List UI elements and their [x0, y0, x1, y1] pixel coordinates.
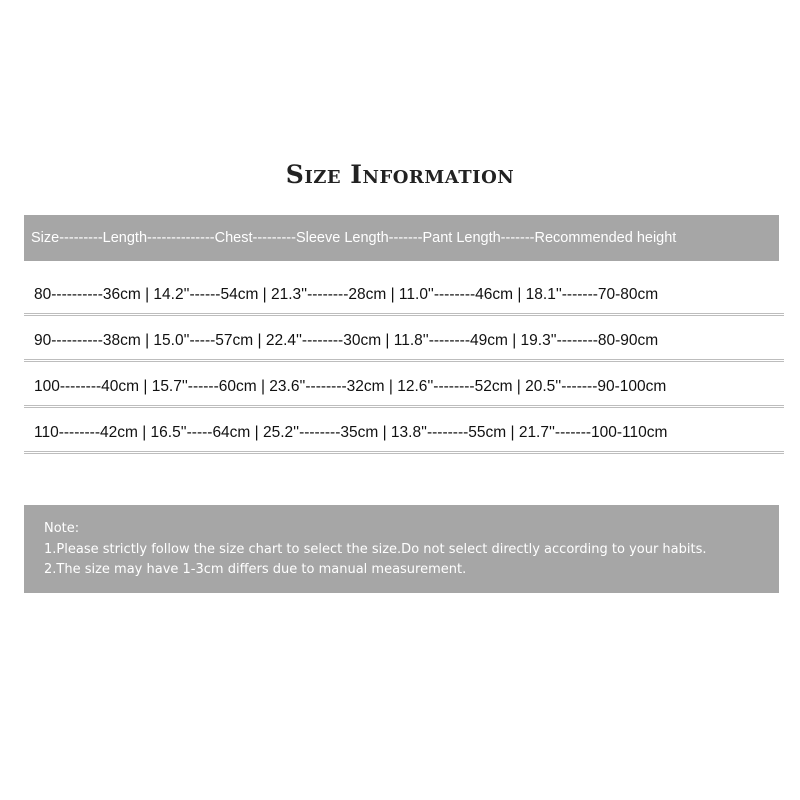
- size-row-100: [24, 362, 784, 408]
- size-row-110: [24, 408, 784, 454]
- size-row-90: [24, 316, 784, 362]
- page-title: Size Information: [285, 160, 515, 189]
- note-line-1: 1.Please strictly follow the size chart to select the size.Do not select directly according to your habits.: [44, 541, 707, 557]
- size-table: [24, 270, 784, 454]
- note-box: [24, 505, 779, 593]
- size-table-header: [24, 215, 779, 261]
- size-row-80: [24, 270, 784, 316]
- size-row-text: 110--------42cm | 16.5''-----64cm | 25.2''--------35cm | 13.8''--------55cm | 21.7''-------100-110cm: [34, 424, 668, 441]
- size-row-text: 80----------36cm | 14.2''------54cm | 21.3''--------28cm | 11.0''--------46cm | 18.1''-------70-80cm: [34, 286, 659, 303]
- note-line-2: 2.The size may have 1-3cm differs due to manual measurement.: [44, 562, 467, 577]
- size-row-text: 90----------38cm | 15.0''-----57cm | 22.4''--------30cm | 11.8''--------49cm | 19.3''--------80-90cm: [34, 332, 659, 349]
- size-table-header-text: Size---------Length--------------Chest---------Sleeve Length-------Pant Length-------Recommended height: [31, 230, 677, 246]
- note-heading: Note:: [44, 521, 80, 536]
- size-row-text: 100--------40cm | 15.7''------60cm | 23.6''--------32cm | 12.6''--------52cm | 20.5''-------90-100cm: [34, 378, 667, 395]
